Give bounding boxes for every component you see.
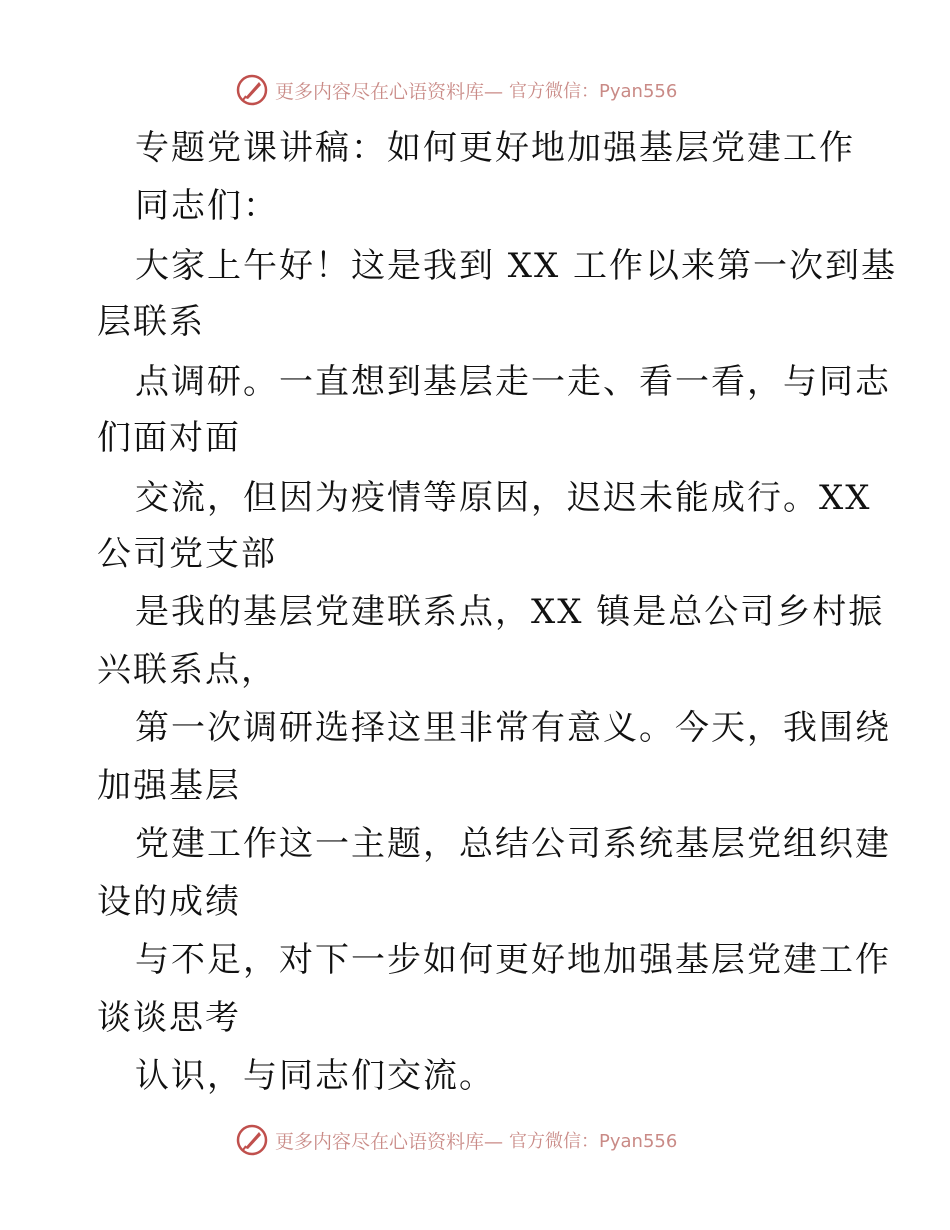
banner-wechat: 官方微信：Pyan556 [509,81,678,102]
document-title: 专题党课讲稿：如何更好地加强基层党建工作 [135,128,855,168]
quill-logo-icon [235,73,269,107]
text-line: 层联系 [97,302,205,342]
text-line: 第一次调研选择这里非常有意义。今天，我围绕 [135,708,891,748]
text-line: 与不足，对下一步如何更好地加强基层党建工作 [135,940,891,980]
banner-slogan: 更多内容尽在心语资料库— [275,1130,504,1153]
text-line: 交流，但因为疫情等原因，迟迟未能成行。XX [135,478,872,518]
text-line: 认识，与同志们交流。 [135,1056,495,1096]
text-line: 兴联系点， [97,650,277,690]
text-line: 们面对面 [97,418,241,458]
text-line: 点调研。一直想到基层走一走、看一看，与同志 [135,362,891,402]
footer-banner [235,1120,677,1160]
text-line: 谈谈思考 [97,998,241,1038]
text-line: 同志们： [135,186,279,226]
banner-wechat: 官方微信：Pyan556 [509,1131,678,1152]
banner-slogan: 更多内容尽在心语资料库— [275,80,504,103]
text-line: 大家上午好！这是我到 XX 工作以来第一次到基 [135,246,898,286]
text-line: 设的成绩 [97,882,241,922]
text-line: 党建工作这一主题，总结公司系统基层党组织建 [135,824,891,864]
header-banner [235,70,677,110]
quill-logo-icon [235,1123,269,1157]
text-line: 是我的基层党建联系点，XX 镇是总公司乡村振 [135,592,885,632]
text-line: 加强基层 [97,766,241,806]
text-line: 公司党支部 [97,534,277,574]
